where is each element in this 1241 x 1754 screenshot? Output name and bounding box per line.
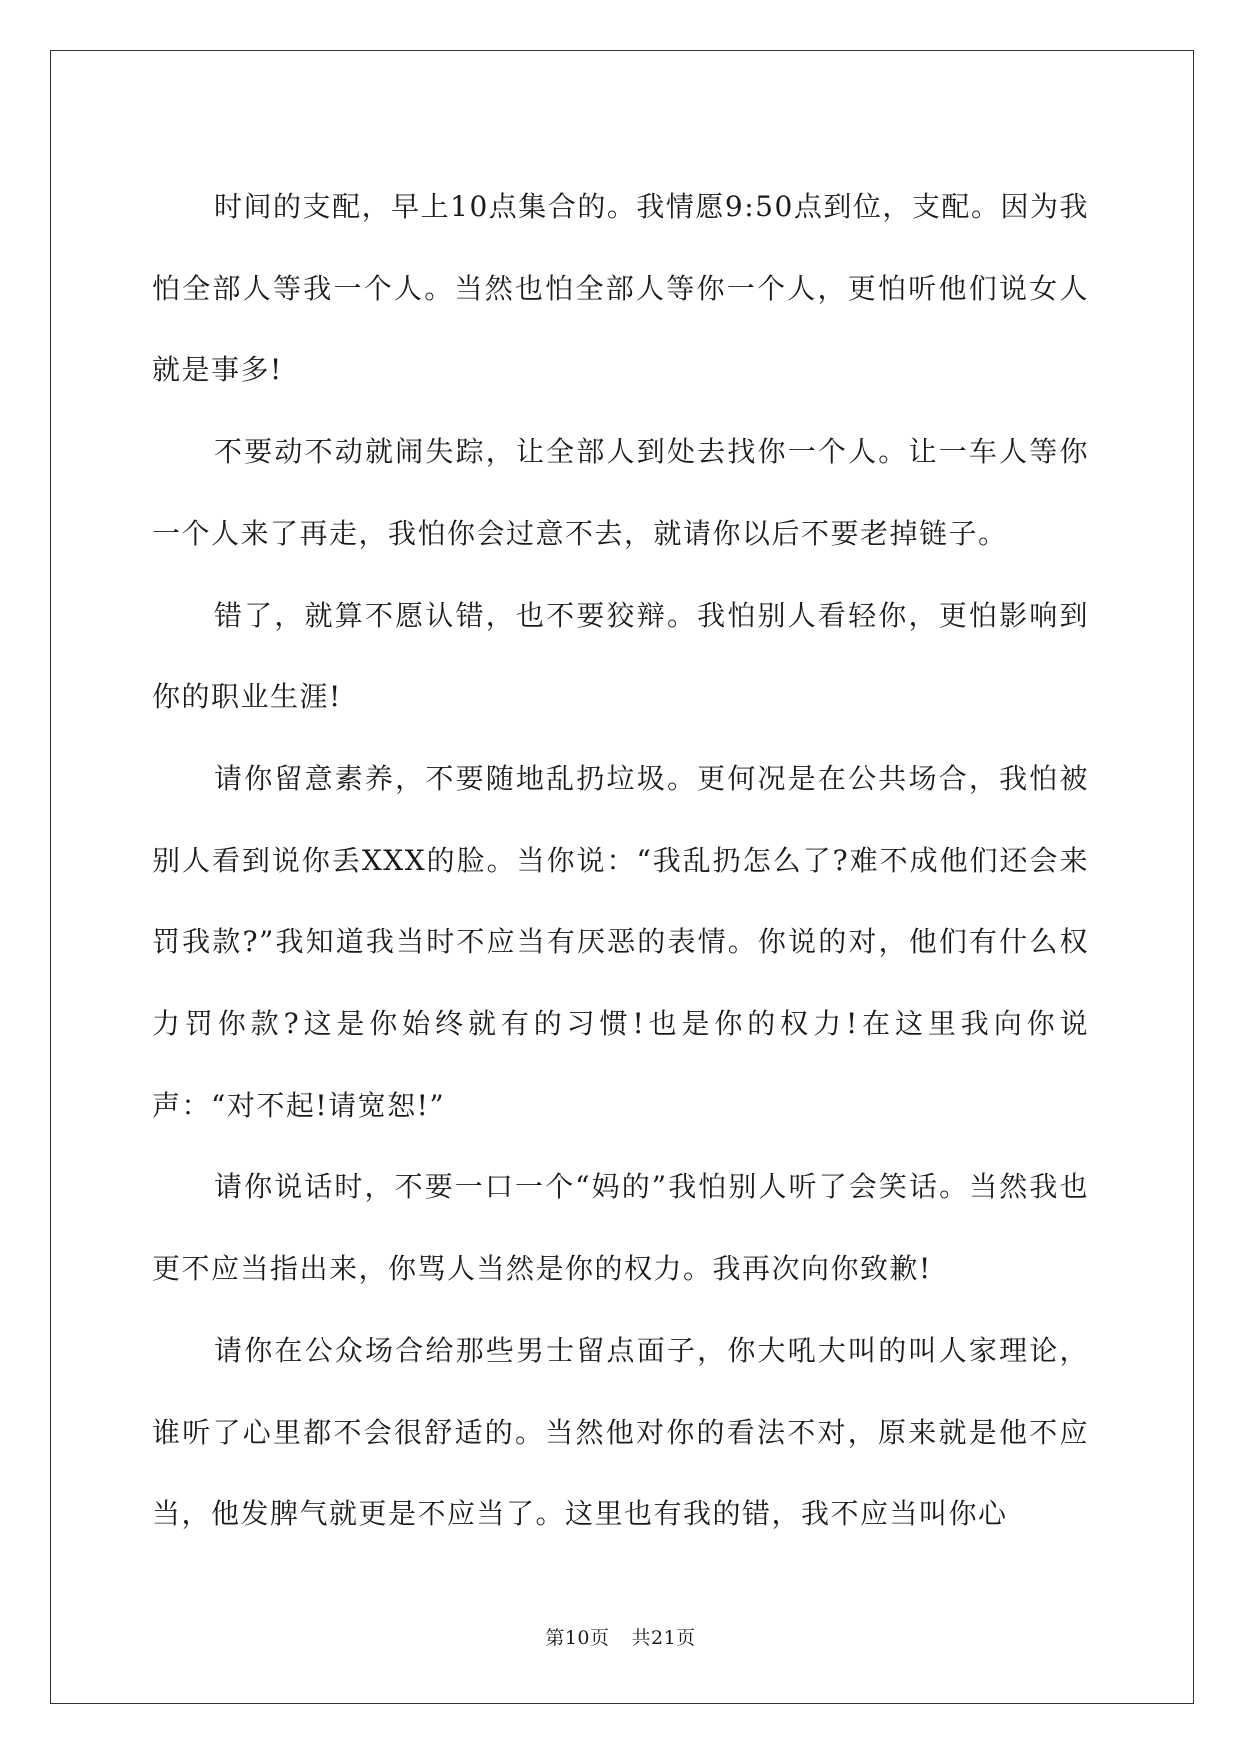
paragraph: 请你说话时，不要一口一个“妈的”我怕别人听了会笑话。当然我也更不应当指出来，你骂人当然是你的权力。我再次向你致歉! bbox=[152, 1170, 1089, 1286]
document-body bbox=[152, 166, 1089, 1555]
paragraph: 错了，就算不愿认错，也不要狡辩。我怕别人看轻你，更怕影响到你的职业生涯! bbox=[152, 598, 1089, 714]
page-total: 共21页 bbox=[631, 1627, 696, 1649]
paragraph: 请你留意素养，不要随地乱扔垃圾。更何况是在公共场合，我怕被别人看到说你丢XXX的脸。当你说：“我乱扔怎么了?难不成他们还会来罚我款?”我知道我当时不应当有厌恶的表情。你说的对，他们有什么权力罚你款?这是你始终就有的习惯!也是你的权力!在这里我向你说声：“对不起!请宽恕!” bbox=[152, 761, 1089, 1122]
page-number: 第10页 bbox=[545, 1627, 610, 1649]
paragraph: 请你在公众场合给那些男士留点面子，你大吼大叫的叫人家理论，谁听了心里都不会很舒适的。当然他对你的看法不对，原来就是他不应当，他发脾气就更是不应当了。这里也有我的错，我不应当叫你心 bbox=[152, 1333, 1089, 1531]
page-footer bbox=[0, 1623, 1241, 1650]
paragraph: 不要动不动就闹失踪，让全部人到处去找你一个人。让一车人等你一个人来了再走，我怕你会过意不去，就请你以后不要老掉链子。 bbox=[152, 435, 1089, 550]
paragraph: 时间的支配，早上10点集合的。我情愿9:50点到位，支配。因为我怕全部人等我一个人。当然也怕全部人等你一个人，更怕听他们说女人就是事多! bbox=[152, 190, 1089, 387]
